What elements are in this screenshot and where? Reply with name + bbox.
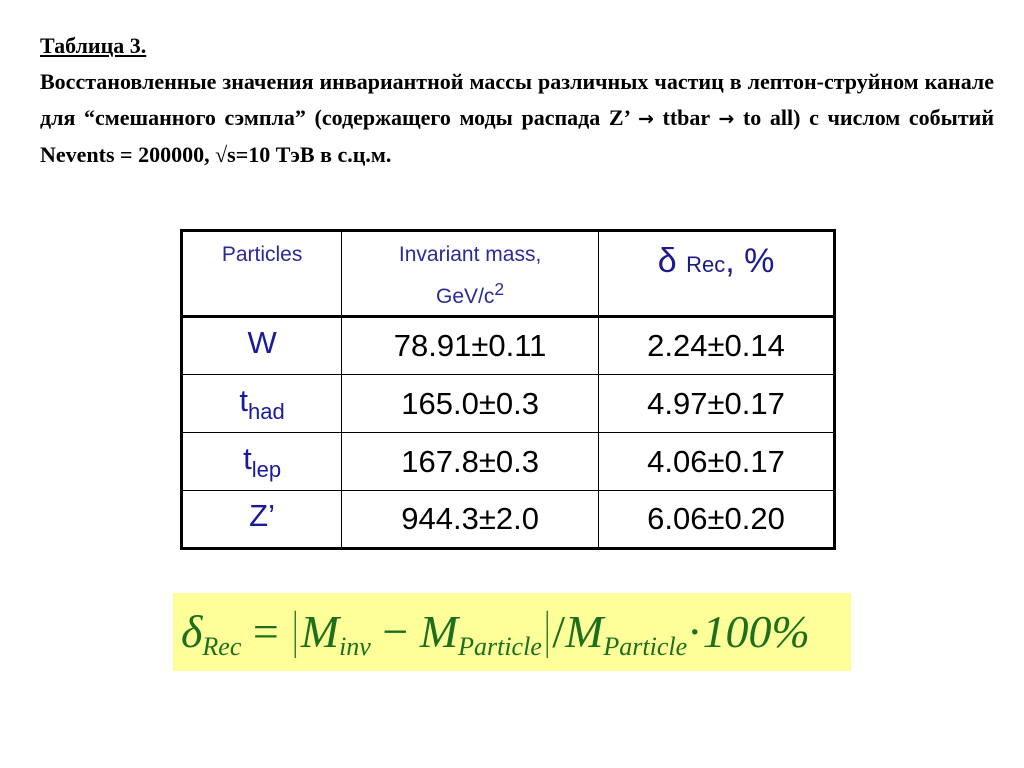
caption-text-part4: s=10 ТэВ в с.ц.м.	[227, 142, 392, 167]
particle-cell	[182, 491, 342, 549]
formula-m-inv: M	[300, 606, 340, 657]
formula-m-particle-sub: Particle	[458, 632, 542, 661]
formula-box	[173, 593, 851, 671]
formula-abs-close: |	[544, 602, 550, 659]
formula-equals: =	[252, 606, 279, 657]
formula-minus: −	[382, 606, 409, 657]
particle-symbol: t	[239, 382, 249, 418]
table-caption	[40, 28, 994, 173]
particle-symbol: t	[243, 440, 252, 476]
header-particles: Particles	[182, 231, 342, 317]
header-mass-sup: 2	[494, 279, 505, 299]
formula-delta: δ	[181, 606, 203, 657]
header-mass-line2: GeV/c	[436, 285, 495, 308]
mass-cell: 78.91±0.11	[342, 317, 599, 375]
particle-cell	[182, 317, 342, 375]
particle-symbol: Z’	[249, 498, 275, 533]
caption-title: Таблица 3.	[40, 33, 147, 58]
formula-m-particle-denom: M	[565, 606, 604, 657]
formula-dot: ·	[687, 606, 703, 657]
caption-text-part2: ttbar	[653, 105, 719, 130]
table-row	[182, 375, 835, 433]
formula-abs-open: |	[292, 602, 299, 659]
header-invariant-mass	[342, 231, 599, 317]
mass-cell: 167.8±0.3	[342, 433, 599, 491]
formula-percent: 100%	[702, 606, 810, 657]
sqrt-symbol: √	[215, 142, 228, 167]
header-delta-sub: Rec	[686, 252, 726, 277]
formula-m-particle: M	[419, 606, 459, 657]
delta-cell: 6.06±0.20	[599, 491, 835, 549]
header-delta-symbol: δ	[657, 242, 677, 280]
particle-cell	[182, 375, 342, 433]
formula-m-particle-denom-sub: Particle	[603, 632, 688, 661]
particle-sub: had	[248, 398, 285, 424]
delta-cell: 2.24±0.14	[599, 317, 835, 375]
header-mass-line1: Invariant mass,	[398, 243, 542, 266]
table-row	[182, 317, 835, 375]
particle-symbol: W	[247, 325, 277, 360]
mass-cell: 165.0±0.3	[342, 375, 599, 433]
header-delta-unit: , %	[725, 242, 775, 280]
delta-rec-formula	[181, 601, 810, 677]
mass-cell: 944.3±2.0	[342, 491, 599, 549]
formula-delta-sub: Rec	[202, 632, 242, 661]
formula-slash: /	[552, 606, 566, 657]
caption-text-part3: to all) с числом событий Nevents = 200000,	[40, 105, 994, 167]
header-delta-rec	[599, 231, 835, 317]
arrow-icon: →	[637, 108, 654, 130]
table-row	[182, 491, 835, 549]
formula-m-inv-sub: inv	[339, 632, 371, 661]
table-header-row	[182, 231, 835, 317]
arrow-icon: →	[718, 108, 735, 130]
particle-sub: lep	[251, 456, 282, 482]
caption-text	[40, 64, 994, 173]
particle-cell	[182, 433, 342, 491]
caption-text-part1: Восстановленные значения инвариантной массы различных частиц в лептон-струйном канале для “смешанного сэмпла” (содержащего моды распада Z’	[40, 69, 994, 130]
delta-cell: 4.97±0.17	[599, 375, 835, 433]
results-table	[180, 229, 836, 550]
table-row	[182, 433, 835, 491]
delta-cell: 4.06±0.17	[599, 433, 835, 491]
